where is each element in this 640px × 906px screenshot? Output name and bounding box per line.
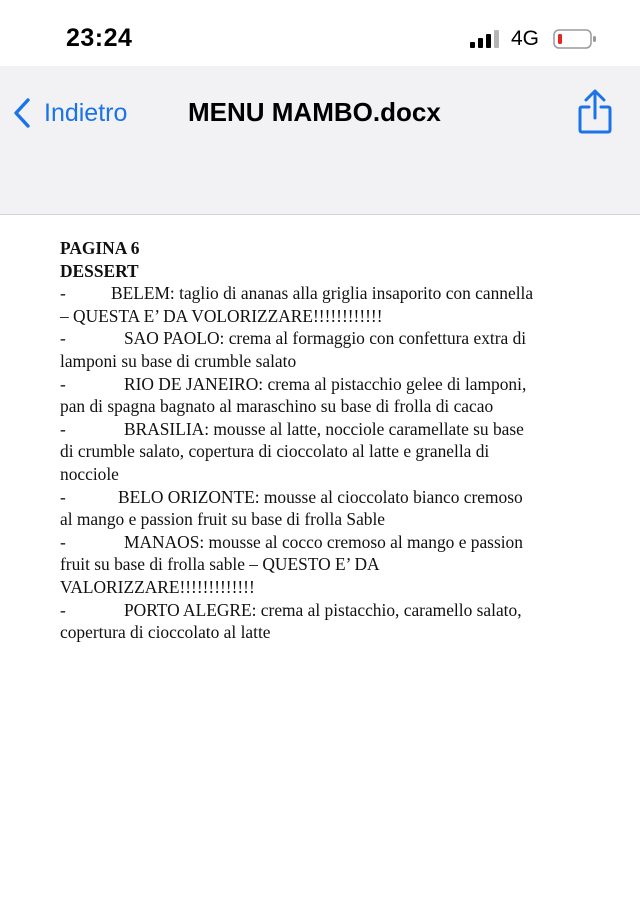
share-icon[interactable] — [575, 88, 615, 136]
list-item — [60, 282, 600, 327]
list-item — [60, 531, 600, 599]
list-item-first-line — [60, 486, 600, 509]
chevron-left-icon — [12, 97, 32, 129]
list-item-text: RIO DE JANEIRO: crema al pistacchio gelee di lamponi, — [124, 373, 527, 394]
list-item-text: BELEM: taglio di ananas alla griglia insaporito con cannella — [111, 283, 534, 304]
document-title: MENU MAMBO.docx — [188, 97, 441, 127]
list-item-continuation: pan di spagna bagnato al maraschino su base di frolla di cacao — [60, 396, 494, 417]
status-time: 23:24 — [66, 24, 133, 52]
list-item-first-line — [60, 327, 600, 350]
list-item-continuation: fruit su base di frolla sable – QUESTO E’ DA — [60, 554, 380, 575]
back-label: Indietro — [44, 98, 128, 127]
document-content — [60, 237, 600, 644]
signal-strength-icon — [470, 30, 502, 48]
navigation-bar — [0, 66, 640, 215]
list-item — [60, 486, 600, 531]
list-item-text: SAO PAOLO: crema al formaggio con confettura extra di — [124, 328, 527, 349]
list-item-first-line — [60, 531, 600, 554]
list-item-text: BELO ORIZONTE: mousse al cioccolato bianco cremoso — [118, 486, 523, 507]
list-item-first-line — [60, 282, 600, 305]
list-dash: - — [60, 328, 66, 349]
list-item-continuation: al mango e passion fruit su base di frolla Sable — [60, 509, 386, 530]
list-dash: - — [60, 418, 66, 439]
list-item — [60, 373, 600, 418]
list-dash: - — [60, 373, 66, 394]
list-dash: - — [60, 283, 66, 304]
list-dash: - — [60, 599, 66, 620]
back-button[interactable] — [12, 93, 127, 133]
section-title: DESSERT — [60, 260, 139, 281]
list-item-continuation: lamponi su base di crumble salato — [60, 350, 297, 371]
list-item-first-line — [60, 418, 600, 441]
list-item-continuation: nocciole — [60, 463, 119, 484]
list-item-continuation: – QUESTA E’ DA VOLORIZZARE!!!!!!!!!!!! — [60, 305, 383, 326]
status-bar — [0, 0, 640, 66]
list-dash: - — [60, 531, 66, 552]
list-item-text: MANAOS: mousse al cocco cremoso al mango e passion — [124, 531, 523, 552]
list-item-continuation: di crumble salato, copertura di cioccolato al latte e granella di — [60, 441, 490, 462]
list-item — [60, 599, 600, 644]
list-dash: - — [60, 486, 66, 507]
page-label: PAGINA 6 — [60, 238, 140, 258]
list-item — [60, 327, 600, 372]
list-item-first-line — [60, 599, 600, 622]
dessert-list — [60, 282, 600, 644]
list-item-continuation: VALORIZZARE!!!!!!!!!!!!! — [60, 576, 255, 597]
list-item-text: PORTO ALEGRE: crema al pistacchio, caramello salato, — [124, 599, 522, 620]
network-type: 4G — [511, 27, 540, 50]
battery-icon — [553, 29, 597, 49]
list-item-first-line — [60, 373, 600, 396]
list-item-text: BRASILIA: mousse al latte, nocciole caramellate su base — [124, 418, 524, 439]
list-item-continuation: copertura di cioccolato al latte — [60, 622, 271, 643]
list-item — [60, 418, 600, 486]
